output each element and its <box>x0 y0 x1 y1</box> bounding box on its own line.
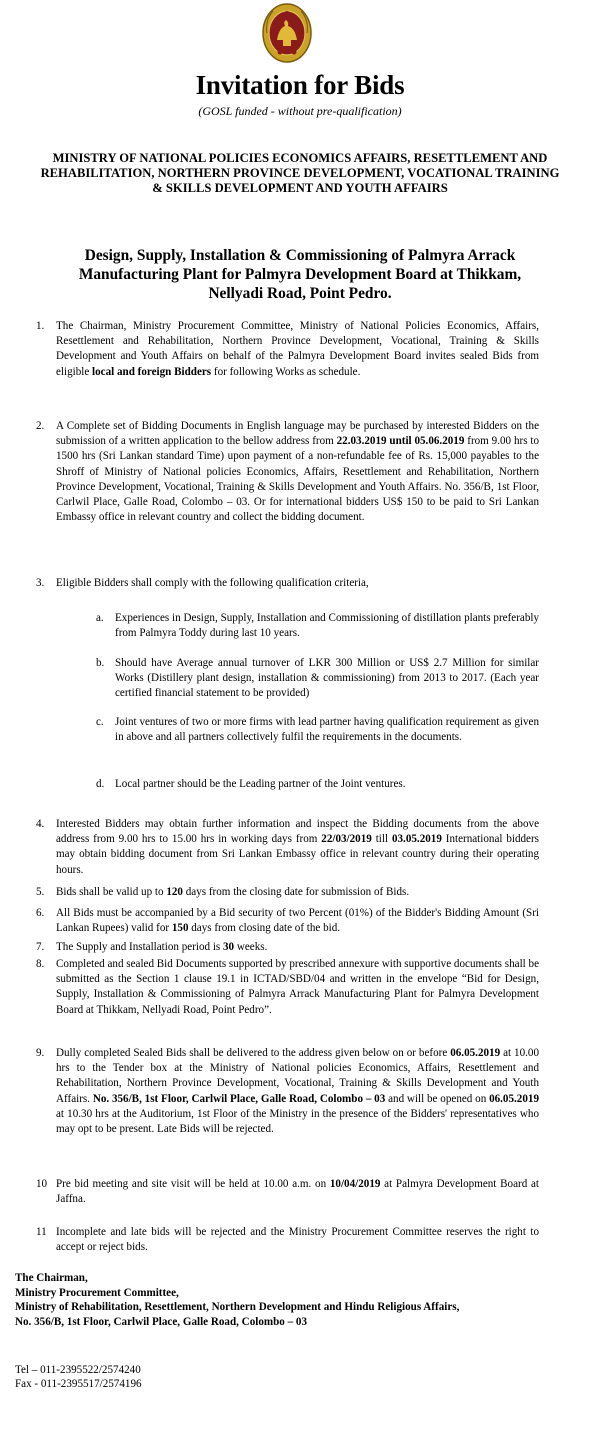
clause-number: 11 <box>36 1226 47 1238</box>
clause-8: 8. Completed and sealed Bid Documents supported by prescribed annexure with supportive documents shall be submitted as the Section 1 clause 19.1 in ICTAD/SBD/04 and written in the envelope “Bid for Design, Supply, Installation & Commissioning of Palmyra Arrack Manufacturing Plant for Palmyra Development Board at Thikkam, Nellyadi Road, Point Pedro”. <box>36 958 539 1016</box>
criterion-a: a. Experiences in Design, Supply, Installation and Commissioning of distillation plants preferably from Palmyra Toddy during last 10 years. <box>96 612 539 640</box>
clause-5: 5. Bids shall be valid up to 120 days from the closing date for submission of Bids. <box>56 885 539 900</box>
clause-2: 2. A Complete set of Bidding Documents in English language may be purchased by interested Bidders on the submission of a written application to the bellow address from 22.03.2019 until 05.06.2019 from 9.00 hrs to 1500 hrs (Sri Lankan standard Time) upon payment of a non-refundable fee of Rs. 15,000 payables to the Shroff of Ministry of National policies Economics, Affairs, Resettlement and Rehabilitation, Northern Province Development, Vocational, Training & Skills Development and Youth Affairs. No. 356/B, 1st Floor, Carlwil Place, Galle Road, Colombo – 03. Or for international bidders US$ 150 to be paid to Sri Lankan Embassy office in relevant country and collect the bidding document. <box>36 420 539 524</box>
sri-lanka-state-emblem-icon <box>261 2 313 64</box>
criterion-letter: c. <box>96 716 104 728</box>
clause-4: 4. Interested Bidders may obtain further information and inspect the Bidding documents from the above address from 9.00 hrs to 15.00 hrs in working days from 22/03/2019 till 03.05.2019 International bidders may obtain bidding document from Sri Lankan Embassy office in relevant country during their operating hours. <box>36 818 539 876</box>
page-title: Invitation for Bids <box>195 70 405 100</box>
signature-block <box>15 1271 545 1329</box>
clause-11: 11 Incomplete and late bids will be rejected and the Ministry Procurement Committee reserves the right to accept or reject bids. <box>36 1226 539 1254</box>
fax: Fax - 011-2395517/2574196 <box>15 1378 142 1390</box>
criterion-letter: d. <box>96 778 105 790</box>
signature-line-1: The Chairman, <box>15 1272 88 1284</box>
clause-number: 8. <box>36 958 45 970</box>
clause-number: 10 <box>36 1178 48 1190</box>
criterion-letter: b. <box>96 657 105 669</box>
criterion-c: c. Joint ventures of two or more firms with lead partner having qualification requirement as given in above and all partners collectively fulfil the requirements in the documents. <box>96 716 539 744</box>
criterion-b: b. Should have Average annual turnover of LKR 300 Million or US$ 2.7 Million for similar Works (Distillery plant design, installation & commissioning) from 2013 to 2017. (Each year certified financial statement to be provided) <box>96 657 539 700</box>
clause-number: 9. <box>36 1047 45 1059</box>
signature-line-2: Ministry Procurement Committee, <box>15 1286 179 1299</box>
clause-1: 1. The Chairman, Ministry Procurement Committee, Ministry of National Policies Economics, Affairs, Resettlement and Rehabilitation, Northern Province Development, Vocational, Training & Skills Development and Youth Affairs on behalf of the Palmyra Development Board invites sealed Bids from eligible local and foreign Bidders for following Works as schedule. <box>36 320 539 378</box>
clause-10: 10 Pre bid meeting and site visit will be held at 10.00 a.m. on 10/04/2019 at Palmyra Development Board at Jaffna. <box>36 1178 539 1206</box>
clause-9: 9. Dully completed Sealed Bids shall be delivered to the address given below on or before 06.05.2019 at 10.00 hrs to the Tender box at the Ministry of National policies Economics, Affairs, Resettlement and Rehabilitation, Northern Province Development, Vocational, Training & Skills Development and Youth Affairs. No. 356/B, 1st Floor, Carlwil Place, Galle Road, Colombo – 03 and will be opened on 06.05.2019 at 10.30 hrs at the Auditorium, 1st Floor of the Ministry in the presence of the Bidders' representatives who may opt to be present. Late Bids will be rejected. <box>36 1047 539 1136</box>
clause-number: 6. <box>36 907 45 919</box>
clause-number: 1. <box>36 320 45 332</box>
clause-6: 6. All Bids must be accompanied by a Bid security of two Percent (01%) of the Bidder's Bidding Amount (Sri Lankan Rupees) valid for 150 days from closing date of the bid. <box>36 907 539 935</box>
page-subtitle: (GOSL funded - without pre-qualification) <box>198 104 402 118</box>
criterion-letter: a. <box>96 612 104 624</box>
signature-line-3: Ministry of Rehabilitation, Resettlement, Northern Development and Hindu Religious Affairs, <box>15 1301 460 1314</box>
clause-number: 7. <box>36 941 45 953</box>
signature-line-4: No. 356/B, 1st Floor, Carlwil Place, Galle Road, Colombo – 03 <box>15 1315 308 1328</box>
clause-number: 3. <box>36 577 45 589</box>
clause-number: 2. <box>36 420 45 432</box>
clause-3: 3. Eligible Bidders shall comply with the following qualification criteria, <box>56 576 539 591</box>
clause-number: 5. <box>36 886 45 898</box>
clause-7: 7. The Supply and Installation period is 30 weeks. <box>56 940 539 955</box>
project-title: Design, Supply, Installation & Commissioning of Palmyra Arrack Manufacturing Plant for Palmyra Development Board at Thikkam, Nellyadi Road, Point Pedro. <box>78 247 522 302</box>
telephone: Tel – 011-2395522/2574240 <box>15 1364 141 1376</box>
ministry-name: MINISTRY OF NATIONAL POLICIES ECONOMICS AFFAIRS, RESETTLEMENT AND REHABILITATION, NORTHERN PROVINCE DEVELOPMENT, VOCATIONAL TRAINING & SKILLS DEVELOPMENT AND YOUTH AFFAIRS <box>40 151 560 195</box>
clause-number: 4. <box>36 818 45 830</box>
criterion-d: d. Local partner should be the Leading partner of the Joint ventures. <box>115 777 539 792</box>
